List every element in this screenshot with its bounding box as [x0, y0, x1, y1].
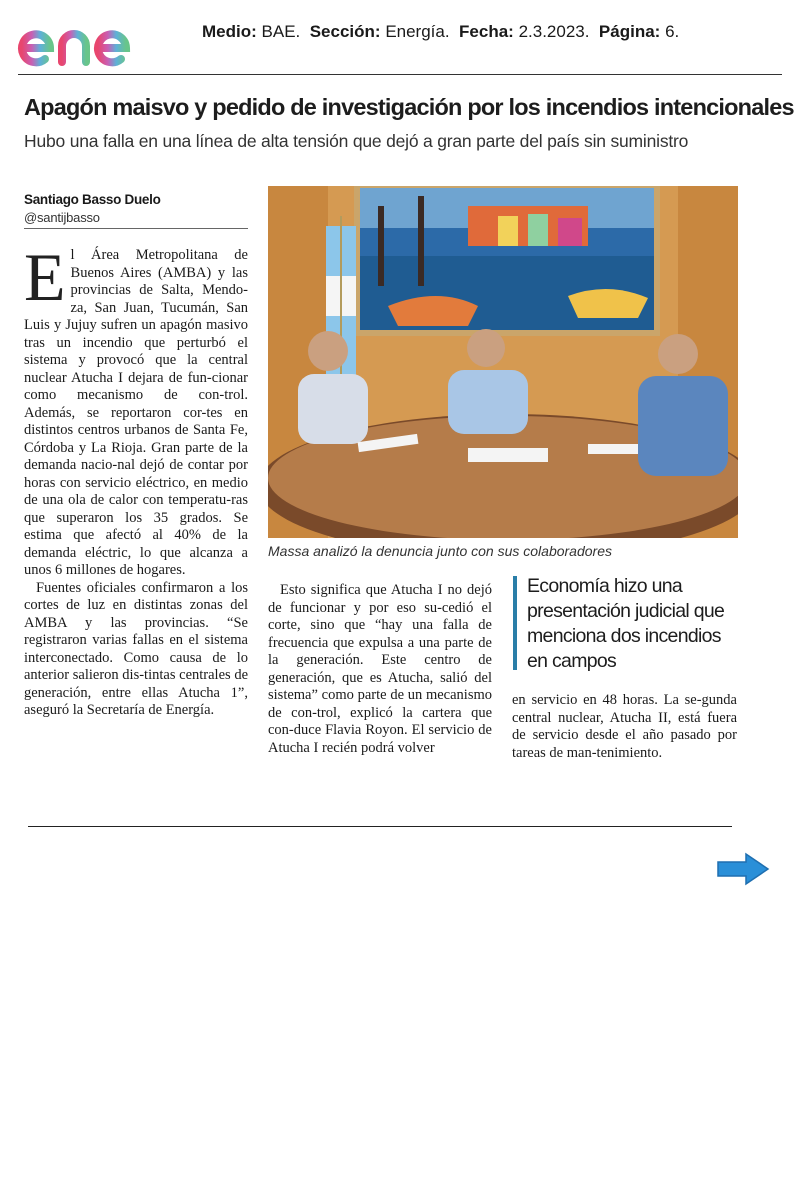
fecha-value: 2.3.2023.: [518, 22, 590, 41]
pagina-value: 6.: [665, 22, 680, 41]
article-subhead: Hubo una falla en una línea de alta tensión que dejó a gran parte del país sin suministro: [24, 131, 689, 151]
pagina-label: Página:: [598, 22, 661, 41]
fecha-label: Fecha:: [459, 22, 514, 41]
drop-cap: E: [24, 239, 66, 315]
arrow-right-icon[interactable]: [716, 852, 770, 886]
header-divider: [18, 74, 782, 75]
column-2-paragraph-1: Esto significa que Atucha I no dejó de funcionar y por eso su-cedió el corte, sino que “hay una falla de frecuencia que expulsa a una parte de la generación. Este centro de generación, que es Atucha, salió del sistema” como parte de un mecanismo de con-trol, explicó la cartera que con-duce Flavia Royon. El servicio de Atucha I recién podrá volver: [268, 582, 492, 756]
publication-meta: [202, 22, 679, 42]
column-1-paragraph-1: l Área Metropolitana de Buenos Aires (AMBA) y las provincias de Salta, Mendo-za, San Juan, Tucumán, San Luis y Jujuy sufren un apagón masivo tras un incendio que perturbó el sistema y provocó que la central nuclear Atucha I dejara de fun-cionar como mecanismo de con-trol. Además, se reportaron cor-tes en distintos centros urbanos de Santa Fe, Córdoba y La Rioja. Gran parte de la demanda nacio-nal dejó de contar por horas con servicio eléctrico, en medio de una ola de calor con temperatu-ras que superaron los 35 grados. Se estima que afectó al 40% de la demanda eléctric, lo que alcanza a unos 6 millones de hogares.: [24, 247, 248, 578]
medio-label: Medio:: [202, 22, 257, 41]
article-headline: Apagón maisvo y pedido de investigación por los incendios intencionales: [24, 94, 794, 120]
photo-caption: Massa analizó la denuncia junto con sus colaboradores: [268, 543, 612, 559]
byline-divider: [24, 228, 248, 229]
seccion-value: Energía.: [385, 22, 450, 41]
footer-divider: [28, 826, 732, 827]
meeting-photo: [268, 186, 738, 538]
medio-value: BAE.: [261, 22, 301, 41]
article-column-1: [24, 239, 248, 720]
article-column-2: [268, 582, 492, 757]
pull-quote-bar: [513, 576, 517, 670]
author-handle: @santijbasso: [24, 210, 100, 225]
seccion-label: Sección:: [309, 22, 381, 41]
author-name: Santiago Basso Duelo: [24, 192, 161, 207]
column-3-paragraph-1: en servicio en 48 horas. La se-gunda central nuclear, Atucha II, está fuera de servicio desde el año pasado por tareas de man-tenimiento.: [512, 692, 737, 761]
column-1-paragraph-2: Fuentes oficiales confirmaron a los cortes de luz en distintas zonas del AMBA y las provincias. “Se registraron varias fallas en el sistema interconectado. Como causa de lo anterior salieron dis-tintas centrales de generación, entre ellas Atucha 1”, aseguró la Secretaría de Energía.: [24, 579, 248, 718]
article-column-3: [512, 692, 737, 762]
pull-quote: Economía hizo una presentación judicial que menciona dos incendios en campos: [527, 575, 725, 672]
enel-logo-icon: [14, 12, 174, 70]
